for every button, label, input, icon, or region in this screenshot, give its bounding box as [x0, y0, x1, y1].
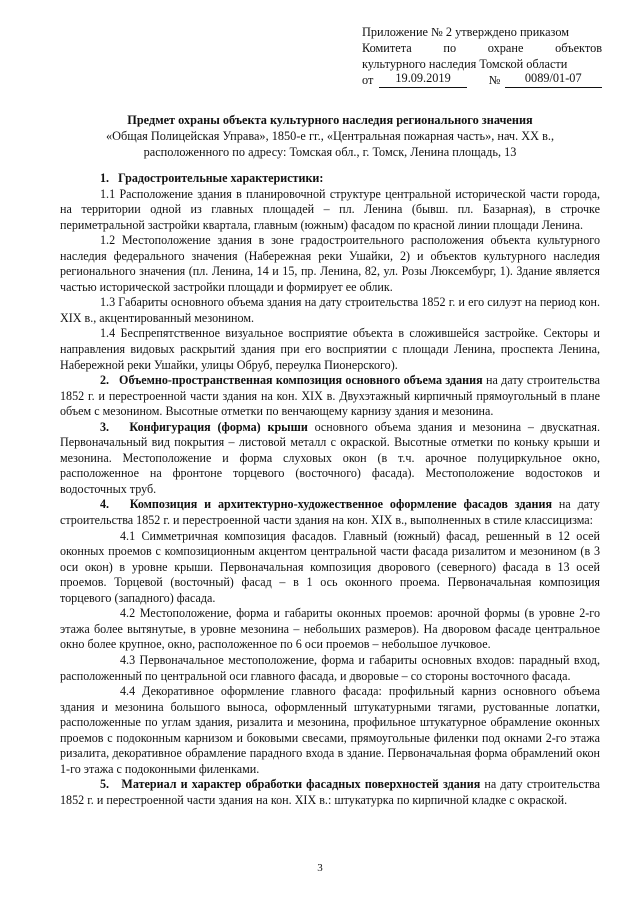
section-number: 4.: [100, 497, 110, 512]
paragraph-1-3: 1.3 Габариты основного объема здания на дату строительства 1852 г. и его силуэт на период кон. XIX в., акцентированный мезонином.: [60, 295, 600, 325]
approval-line: Приложение № 2 утверждено приказом: [362, 25, 570, 39]
section-text: основного объема здания и мезонина – двускатная. Первоначальный вид покрытия – листовой металл с окраской. Высотные отметки по коньку крыши и мезонина. Местоположение и форма слуховых окон (в т.ч. арочное полуциркульное окно, расположенное на фронтоне торцевого (восточного) фасада). Местоположение водостоков и водосточных труб.: [60, 419, 600, 496]
section-1-heading: [60, 171, 600, 187]
date-prefix: от: [362, 73, 374, 87]
committee-word: Комитета: [362, 41, 412, 55]
date-number-line: [362, 72, 602, 88]
paragraph-4-4: 4.4 Декоративное оформление главного фасада: профильный карниз основного объема здания и мезонина большого выноса, оформленный штукатурными тягами, рустованные лопатки, расположенные по углам здания, ризалита и мезонина, профильное штукатурное обрамление оконных проемов с подоконным карнизом и боковыми свесами, прямоугольные филенки под окнами 2-го этажа ризалита, декоративное обрамление парадного входа в здание. Первоначальная форма обрамлений окон 1-го этажа с подоконными филенками.: [60, 684, 600, 776]
section-title: Конфигурация (форма) крыши: [129, 419, 308, 434]
paragraph-1-4: 1.4 Беспрепятственное визуальное восприятие объекта в сложившейся застройке. Секторы и направления видовых раскрытий здания при его восприятии с площади Ленина, проспекта Ленина, Набережной реки Ушайки, улицы Обруб, переулка Пионерского).: [60, 326, 600, 372]
paragraph-4-2: 4.2 Местоположение, форма и габариты оконных проемов: арочной формы (в уровне 2-го этажа более вытянутые, в уровне мезонина – небольших размеров). На дворовом фасаде центральное окно более крупное, окно, расположенное по 6 оси проемов – небольшое лучковое.: [60, 606, 600, 652]
committee-word: по: [443, 41, 457, 55]
order-number: 0089/01-07: [505, 72, 603, 88]
committee-line: [362, 40, 602, 56]
section-2: [60, 373, 600, 420]
section-number: 2.: [100, 373, 110, 388]
section-number: 5.: [100, 777, 110, 792]
section-5: [60, 777, 600, 808]
paragraph-1-2: 1.2 Местоположение здания в зоне градостроительного расположения объекта культурного наследия федерального значения (Набережная реки Ушайки, 2) и объектов культурного наследия регионального значения (пл. Ленина, 14 и 15, пр. Ленина, 82, ул. Розы Люксембург, 1). Здание является частью исторической застройки площади и формирует ее облик.: [60, 233, 600, 294]
page-number: 3: [317, 862, 323, 874]
title-address: расположенного по адресу: Томская обл., г. Томск, Ленина площадь, 13: [143, 145, 517, 159]
title-object-name: «Общая Полицейская Управа», 1850-е гг., «Центральная пожарная часть», нач. XX в.,: [105, 129, 555, 143]
approval-header: [362, 24, 602, 88]
section-text: на дату строительства 1852 г. и перестроенной части здания на кон. XIX в., выполненных в стиле классицизма:: [60, 497, 600, 528]
section-title: Композиция и архитектурно-художественное оформление фасадов здания: [129, 497, 553, 512]
document-body: [60, 171, 600, 808]
section-number: 3.: [100, 419, 110, 434]
paragraph-4-1: 4.1 Симметричная композиция фасадов. Главный (южный) фасад, решенный в 12 осей оконных проемов с композиционным акцентом центральной части фасада ризалитом и мезонином (в 3 оси окон) в уровне крыши. Первоначальная композиция дворового (северного) фасада в 13 осей проемов. Торцевой (восточный) фасад – в 1 ось оконного проема. Первоначальная композиция торцевого (западного) фасада.: [60, 528, 600, 605]
section-title: Материал и характер обработки фасадных поверхностей здания: [121, 777, 481, 792]
region-line: культурного наследия Томской области: [362, 57, 568, 71]
document-title: [60, 112, 600, 160]
paragraph-1-1: 1.1 Расположение здания в планировочной структуре центральной исторической части города, на территории одной из главных площадей – пл. Ленина (бывш. пл. Базарная), в строчке периметральной застройки квартала, главным (южным) фасадом по красной линии площади Ленина.: [60, 186, 600, 232]
section-title: Градостроительные характеристики:: [118, 171, 324, 185]
section-title: Объемно-пространственная композиция основного объема здания: [119, 373, 483, 388]
committee-word: охране: [487, 41, 524, 55]
committee-word: объектов: [555, 41, 603, 55]
section-4: [60, 497, 600, 528]
number-label: №: [488, 73, 501, 87]
section-number: 1.: [100, 171, 110, 185]
order-date: 19.09.2019: [379, 72, 466, 88]
section-3: [60, 420, 600, 498]
paragraph-4-3: 4.3 Первоначальное местоположение, форма и габариты основных входов: парадный вход, расположенный по центральной оси главного фасада, и дворовые – со стороны восточного фасада.: [60, 652, 600, 683]
section-text: на дату строительства 1852 г. и перестроенной части здания на кон. XIX в.: штукатурка по кирпичной кладке с окраской.: [60, 777, 600, 807]
title-heading: Предмет охраны объекта культурного наследия регионального значения: [127, 113, 533, 127]
section-text: на дату строительства 1852 г. и перестроенной части здания на кон. XIX в. Двухэтажный кирпичный прямоугольный в плане объем с мезонином. Высотные отметки по венчающему карнизу здания и мезонина.: [60, 373, 600, 419]
